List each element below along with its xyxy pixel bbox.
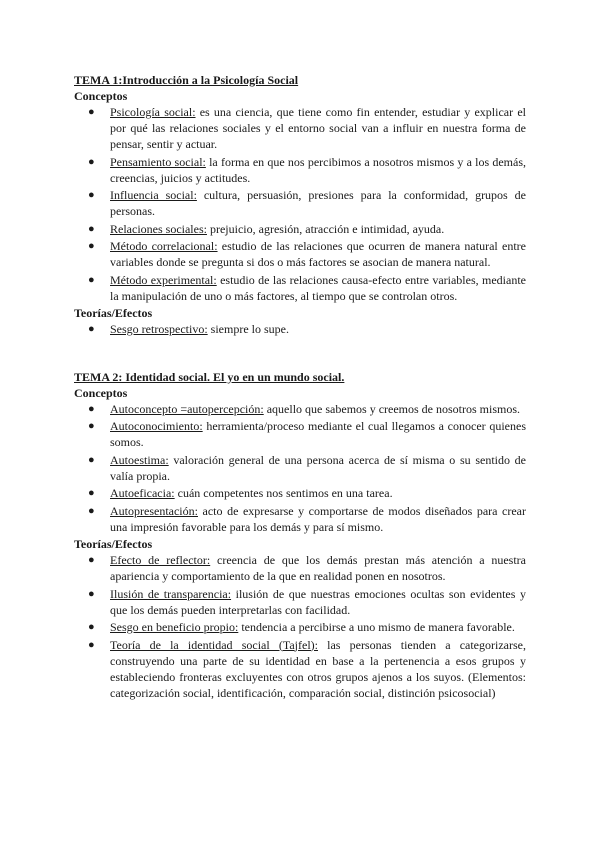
list-item [74,503,526,535]
definition: cultura, persuasión, presiones para la conformidad, grupos de personas. [110,188,526,218]
term: Método correlacional: [110,239,218,253]
term: Autoconcepto =autopercepción: [110,401,264,416]
bullet-icon: ● [88,554,95,566]
term: Autoconocimiento: [110,419,203,433]
bullet-icon: ● [88,222,95,235]
definition: acto de expresarse y comportarse de modos diseñados para crear una impresión favorable para los demás y para sí mismo. [110,503,526,534]
list-item [74,104,526,152]
list-item [74,418,526,450]
list-item [74,552,526,584]
definition: herramienta/proceso mediante el cual llegamos a conocer quienes somos. [110,419,526,449]
definition: estudio de las relaciones que ocurren de manera natural entre variables donde se pregunta si dos o más factores se asocian de manera natural. [110,239,526,269]
section-spacer [74,339,526,369]
term: Relaciones sociales: [110,221,207,236]
bullet-icon: ● [88,106,95,118]
list-item [74,637,526,701]
list-item [74,619,526,635]
tema1-title: TEMA 1:Introducción a la Psicología Social [74,73,299,87]
bullet-icon: ● [88,487,95,499]
term: Autoestima: [110,452,169,467]
bullet-icon: ● [88,587,95,600]
definition: ilusión de que nuestras emociones ocultas son evidentes y que los demás pueden interpretarlas con facilidad. [110,586,526,617]
definition: las personas tienden a categorizarse, construyendo una parte de su identidad en base a la pertenencia a esos grupos y estableciendo fronteras excluyentes con otros grupos ajenos a los suyos. (Elementos: categorización social, identificación, comparación social, distinción psicosocial) [110,637,526,700]
tema1-teorias-heading: Teorías/Efectos [74,306,153,320]
term: Autopresentación: [110,503,198,518]
term: Autoeficacia: [110,486,175,500]
term: Método experimental: [110,272,217,287]
list-item [74,401,526,417]
term: Efecto de reflector: [110,553,211,567]
term: Pensamiento social: [110,154,206,169]
list-item [74,154,526,186]
list-item [74,187,526,219]
bullet-icon: ● [88,420,95,432]
definition: cuán competentes nos sentimos en una tarea. [174,486,393,500]
bullet-icon: ● [88,402,95,415]
bullet-icon: ● [88,240,95,252]
list-item [74,238,526,270]
term: Influencia social: [110,188,197,202]
tema2-teorias-list [74,552,526,701]
term: Ilusión de transparencia: [110,586,232,601]
bullet-icon: ● [88,621,95,633]
list-item [74,272,526,304]
list-item [74,221,526,237]
bullet-icon: ● [88,189,95,201]
list-item [74,586,526,618]
tema1-conceptos-heading: Conceptos [74,89,128,103]
definition: valoración general de una persona acerca de sí misma o su sentido de valía propia. [110,452,526,483]
definition: tendencia a percibirse a uno mismo de manera favorable. [238,620,515,634]
term: Sesgo retrospectivo: [110,322,208,336]
bullet-icon: ● [88,273,95,286]
definition: la forma en que nos percibimos a nosotros mismos y a los demás, creencias, juicios y actitudes. [110,154,526,185]
term: Sesgo en beneficio propio: [110,620,239,634]
term: Psicología social: [110,105,196,119]
definition: aquello que sabemos y creemos de nosotros mismos. [263,401,521,416]
definition: prejuicio, agresión, atracción e intimidad, ayuda. [206,221,445,236]
bullet-icon: ● [88,504,95,517]
definition: estudio de las relaciones causa-efecto entre variables, mediante la manipulación de uno o más factores, al tiempo que se controlan otros. [110,272,527,303]
bullet-icon: ● [88,453,95,466]
definition: creencia de que los demás prestan más atención a nuestra apariencia y comportamiento de la que en realidad ponen en nosotros. [110,553,527,583]
tema1-teorias-list [74,321,526,337]
bullet-icon: ● [88,638,95,651]
tema2-teorias-heading: Teorías/Efectos [74,537,153,551]
list-item [74,452,526,484]
tema1-conceptos-list [74,104,526,304]
bullet-icon: ● [88,155,95,168]
tema2-conceptos-heading: Conceptos [74,385,128,400]
tema2-conceptos-list [74,401,526,535]
definition: es una ciencia, que tiene como fin entender, estudiar y explicar el por qué las relaciones sociales y el entorno social van a influir en nuestra forma de pensar, sentir y actuar. [110,105,526,151]
definition: siempre lo supe. [207,322,289,336]
list-item [74,485,526,501]
term: Teoría de la identidad social (Tajfel): [110,637,318,652]
tema2-title: TEMA 2: Identidad social. El yo en un mundo social. [74,369,345,384]
document-content [74,72,526,702]
list-item [74,321,526,337]
bullet-icon: ● [88,323,95,335]
